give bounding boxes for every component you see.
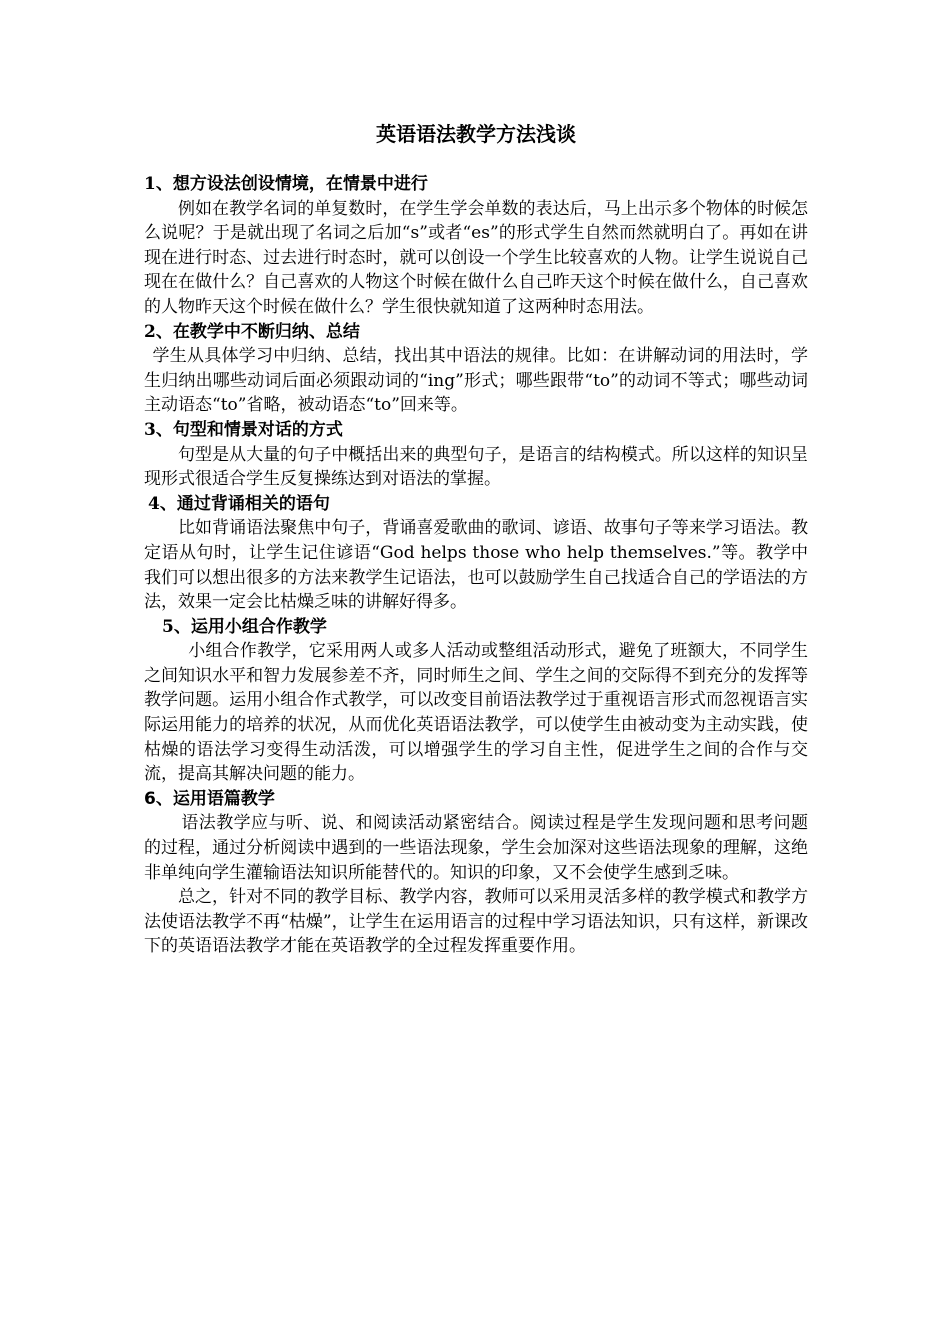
section-body-2: 学生从具体学习中归纳、总结，找出其中语法的规律。比如：在讲解动词的用法时，学生归纳出哪些动词后面必须跟动词的“ing”形式；哪些跟带“to”的动词不等式；哪些动词主动语态“to”省略，被动语态“to”回来等。	[144, 346, 808, 416]
section-heading-4: 4、通过背诵相关的语句	[148, 493, 330, 514]
section-heading-5: 5、运用小组合作教学	[162, 616, 327, 637]
section-heading-2: 2、在教学中不断归纳、总结	[144, 321, 360, 342]
conclusion-paragraph: 总之，针对不同的教学目标、教学内容，教师可以采用灵活多样的教学模式和教学方法使语法教学不再“枯燥”，让学生在运用语言的过程中学习语法知识，只有这样，新课改下的英语语法教学才能在英语教学的全过程发挥重要作用。	[144, 887, 808, 957]
section-body-3: 句型是从大量的句子中概括出来的典型句子，是语言的结构模式。所以这样的知识呈现形式很适合学生反复操练达到对语法的掌握。	[144, 444, 808, 490]
document-content	[144, 120, 808, 959]
section-heading-3: 3、句型和情景对话的方式	[144, 419, 343, 440]
section-heading-6: 6、运用语篇教学	[144, 788, 275, 809]
document-title: 英语语法教学方法浅谈	[376, 122, 576, 146]
section-heading-1: 1、想方设法创设情境，在情景中进行	[144, 174, 428, 194]
section-body-6: 语法教学应与听、说、和阅读活动紧密结合。阅读过程是学生发现问题和思考问题的过程，通过分析阅读中遇到的一些语法现象，学生会加深对这些语法现象的理解，这绝非单纯向学生灌输语法知识所能替代的。知识的印象，又不会使学生感到乏味。	[144, 813, 808, 883]
section-body-5: 小组合作教学，它采用两人或多人活动或整组活动形式，避免了班额大，不同学生之间知识水平和智力发展参差不齐，同时师生之间、学生之间的交际得不到充分的发挥等教学问题。运用小组合作式教学，可以改变目前语法教学过于重视语言形式而忽视语言实际运用能力的培养的状况，从而优化英语语法教学，可以使学生由被动变为主动实践，使枯燥的语法学习变得生动活泼，可以增强学生的学习自主性，促进学生之间的合作与交流，提高其解决问题的能力。	[144, 641, 808, 785]
section-body-4: 比如背诵语法聚焦中句子，背诵喜爱歌曲的歌词、谚语、故事句子等来学习语法。教定语从句时，让学生记住谚语“God helps those who help themselves.”等。教学中我们可以想出很多的方法来教学生记语法，也可以鼓励学生自己找适合自己的学语法的方法，效果一定会比枯燥乏味的讲解好得多。	[144, 518, 808, 613]
section-body-1: 例如在教学名词的单复数时，在学生学会单数的表达后，马上出示多个物体的时候怎么说呢？于是就出现了名词之后加“s”或者“es”的形式学生自然而然就明白了。再如在讲现在进行时态、过去进行时态时，就可以创设一个学生比较喜欢的人物。让学生说说自己现在在做什么？自己喜欢的人物这个时候在做什么自己昨天这个时候在做什么，自己喜欢的人物昨天这个时候在做什么？学生很快就知道了这两种时态用法。	[144, 198, 808, 317]
